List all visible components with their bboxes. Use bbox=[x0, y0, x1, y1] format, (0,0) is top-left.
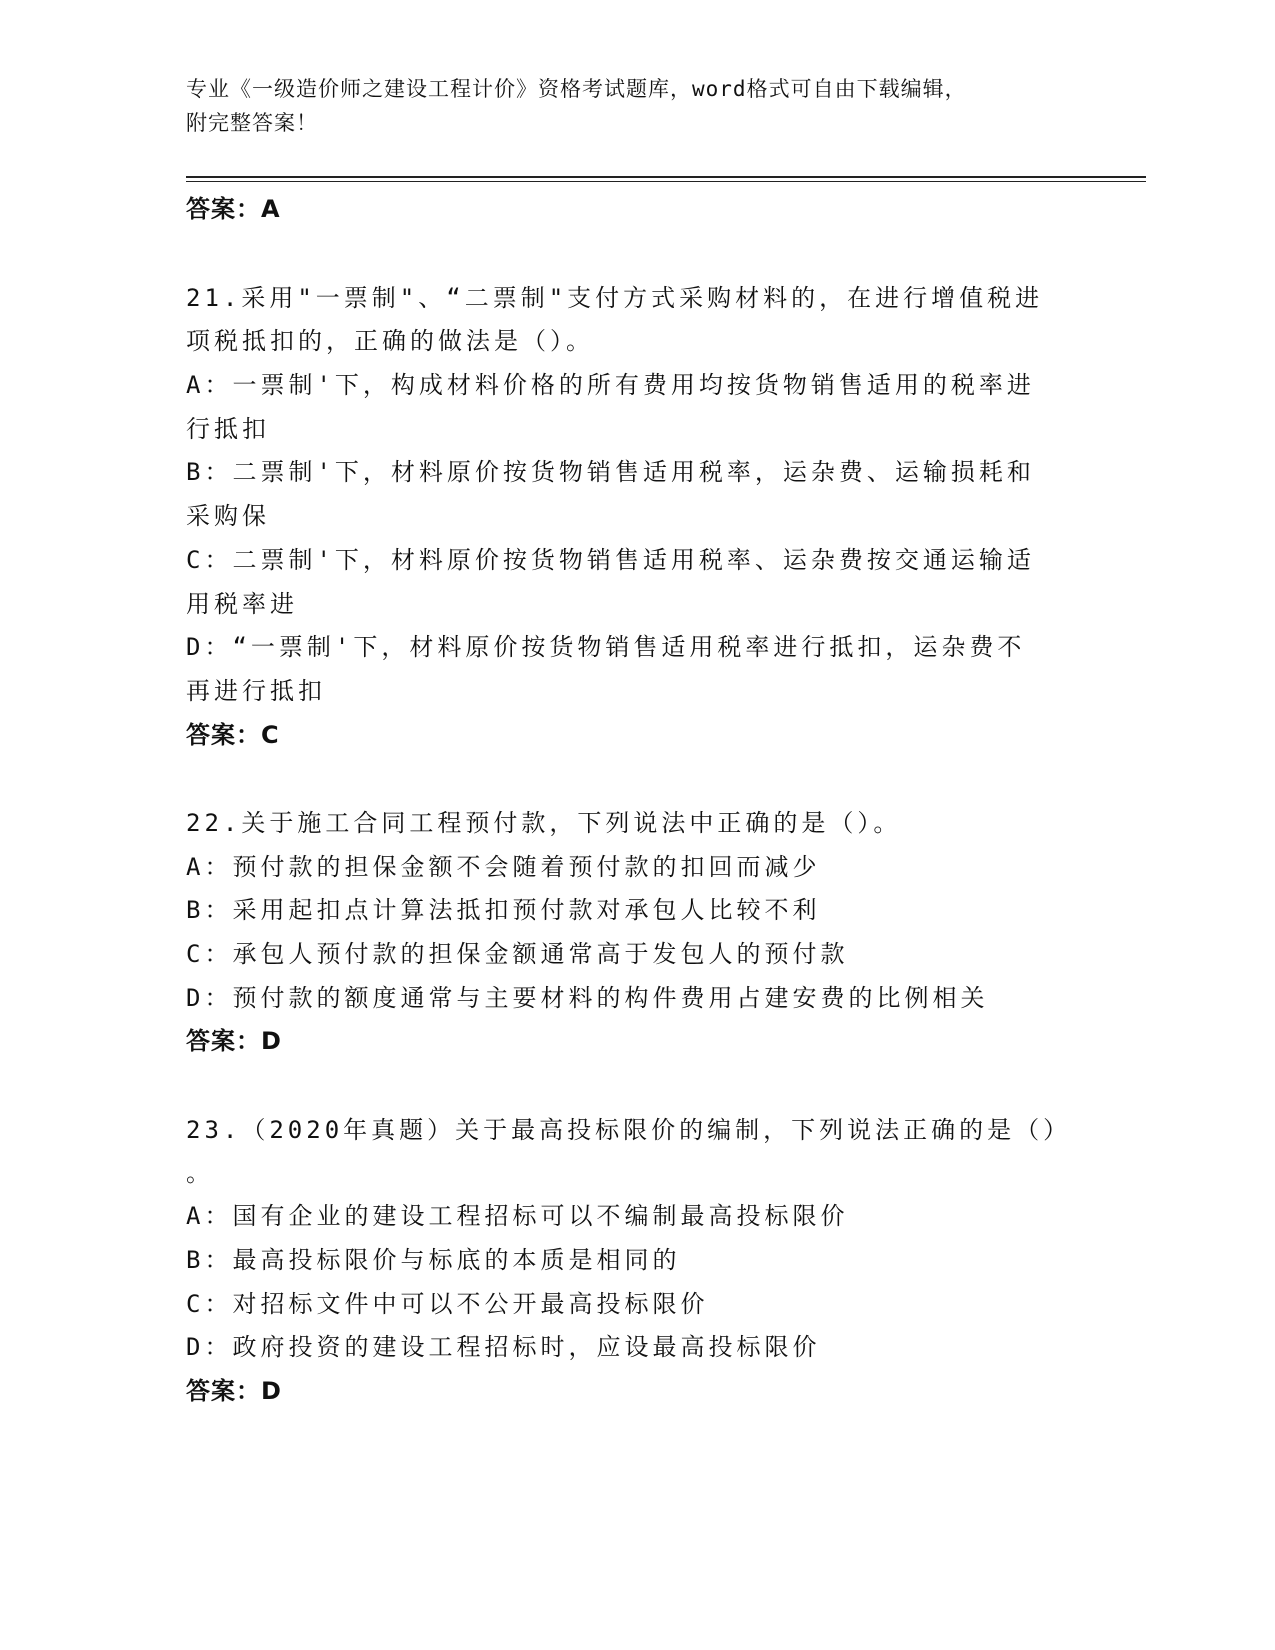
previous-answer: 答案：A bbox=[186, 195, 281, 223]
q23-stem-line-2: 。 bbox=[186, 1159, 214, 1187]
q21-answer: 答案：C bbox=[186, 721, 280, 749]
header-divider bbox=[186, 176, 1146, 178]
q21-option-a: A：一票制'下，构成材料价格的所有费用均按货物销售适用的税率进 bbox=[186, 371, 1035, 399]
q23-option-b: B：最高投标限价与标底的本质是相同的 bbox=[186, 1246, 681, 1274]
q21-option-c-cont: 用税率进 bbox=[186, 590, 298, 618]
q21-option-d-cont: 再进行抵扣 bbox=[186, 677, 326, 705]
q22-option-d: D：预付款的额度通常与主要材料的构件费用占建安费的比例相关 bbox=[186, 984, 989, 1012]
q23-option-c: C：对招标文件中可以不公开最高投标限价 bbox=[186, 1290, 709, 1318]
q23-stem-line-1: 23.（2020年真题）关于最高投标限价的编制，下列说法正确的是（） bbox=[186, 1116, 1072, 1144]
q21-stem-line-1: 21.采用"一票制"、“二票制"支付方式采购材料的，在进行增值税进 bbox=[186, 284, 1044, 312]
document-header bbox=[186, 72, 1066, 140]
q22-option-a: A：预付款的担保金额不会随着预付款的扣回而减少 bbox=[186, 853, 821, 881]
q21-option-c: C：二票制'下，材料原价按货物销售适用税率、运杂费按交通运输适 bbox=[186, 546, 1035, 574]
q23-option-a: A：国有企业的建设工程招标可以不编制最高投标限价 bbox=[186, 1202, 849, 1230]
q21-option-b-cont: 采购保 bbox=[186, 502, 270, 530]
q21-option-a-cont: 行抵扣 bbox=[186, 415, 270, 443]
q22-answer: 答案：D bbox=[186, 1027, 282, 1055]
q23-option-d: D：政府投资的建设工程招标时，应设最高投标限价 bbox=[186, 1333, 821, 1361]
q23-answer: 答案：D bbox=[186, 1377, 282, 1405]
header-line-2: 附完整答案！ bbox=[186, 111, 318, 135]
header-divider-thin bbox=[186, 181, 1146, 182]
q22-option-c: C：承包人预付款的担保金额通常高于发包人的预付款 bbox=[186, 940, 849, 968]
q21-option-d: D：“一票制'下，材料原价按货物销售适用税率进行抵扣，运杂费不 bbox=[186, 633, 1026, 661]
q22-stem: 22.关于施工合同工程预付款，下列说法中正确的是（）。 bbox=[186, 809, 902, 837]
q22-option-b: B：采用起扣点计算法抵扣预付款对承包人比较不利 bbox=[186, 896, 821, 924]
header-line-1: 专业《一级造价师之建设工程计价》资格考试题库，word格式可自由下载编辑， bbox=[186, 77, 967, 101]
q21-option-b: B：二票制'下，材料原价按货物销售适用税率，运杂费、运输损耗和 bbox=[186, 458, 1035, 486]
q21-stem-line-2: 项税抵扣的，正确的做法是（）。 bbox=[186, 327, 594, 355]
